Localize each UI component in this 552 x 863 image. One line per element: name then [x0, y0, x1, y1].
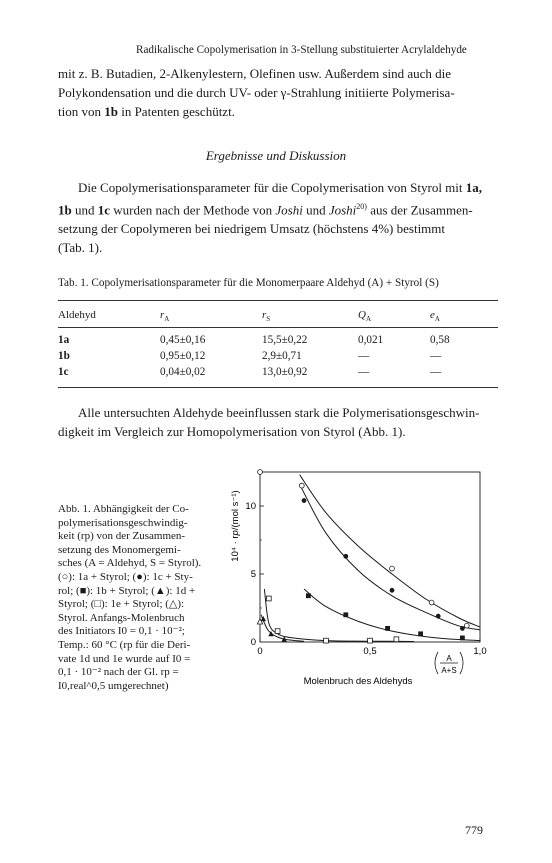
table-cell: 13,0±0,92 — [262, 366, 308, 378]
y-tick-label: 5 — [250, 569, 256, 580]
figure-caption — [58, 503, 204, 693]
table-cell: 0,58 — [430, 334, 450, 346]
caption-line: 0,1 · 10⁻² nach der Gl. rp = — [58, 666, 179, 679]
observation-line-2: digkeit im Vergleich zur Homopolymerisation von Styrol (Abb. 1). — [58, 424, 406, 439]
table-cell: 0,021 — [358, 334, 384, 346]
running-header: Radikalische Copolymerisation in 3-Stellung substituierter Acrylaldehyde — [136, 44, 467, 56]
page-number: 779 — [465, 823, 483, 837]
x-tick-label: 1,0 — [473, 646, 487, 657]
caption-line: (○): 1a + Styrol; (●): 1c + Sty- — [58, 570, 193, 583]
table-cell: — — [430, 350, 442, 362]
data-point-circle-open — [464, 623, 469, 628]
caption-line: Abb. 1. Abhängigkeit der Co- — [58, 503, 189, 515]
rate-composition-chart — [212, 462, 512, 692]
x-tick-label: 0 — [257, 646, 263, 657]
results-paragraph — [58, 178, 499, 257]
observation-paragraph — [58, 403, 499, 441]
results-line-4: (Tab. 1). — [58, 240, 103, 256]
results-line-2: 1b und 1c wurden nach der Methode von Joshi und Joshi$^{20)}$ aus der Zusammen- — [58, 202, 473, 218]
results-line-3: setzung der Copolymeren bei niedrigem Umsatz (höchstens 4%) bestimmt — [58, 221, 446, 237]
data-point-square-open — [324, 638, 329, 643]
table-cell: 2,9±0,71 — [262, 350, 302, 362]
data-point-circle-filled — [390, 588, 395, 593]
intro-paragraph — [58, 64, 499, 121]
header-rs: $r_S$ — [262, 309, 271, 324]
caption-line: vate 1d und 1e wurde auf I0 = — [58, 652, 191, 665]
header-ra: $r_A$ — [160, 309, 170, 324]
data-point-square-filled — [306, 593, 311, 598]
section-heading: Ergebnisse und Diskussion — [205, 148, 347, 163]
table-cell: 15,5±0,22 — [262, 334, 308, 346]
fraction-denominator: A+S — [441, 666, 457, 675]
table-cell: — — [430, 366, 442, 378]
header-qa: $Q_A$ — [358, 309, 372, 324]
data-point-square-open — [275, 629, 280, 634]
data-point-circle-open — [390, 566, 395, 571]
data-point-circle-open — [299, 483, 304, 488]
x-axis-fraction — [435, 652, 463, 675]
table-row-label: 1a — [58, 334, 70, 346]
fraction-paren-right — [460, 652, 463, 674]
intro-line-3: tion von 1b in Patenten geschützt. — [58, 104, 235, 119]
series-curve — [300, 475, 480, 627]
caption-line: setzung des Monomergemi- — [58, 543, 181, 556]
data-point-circle-open — [258, 470, 263, 475]
series-curve — [300, 484, 480, 630]
table-row-label: 1b — [58, 350, 70, 362]
caption-line: I0,real^0,5 umgerechnet) — [58, 679, 169, 692]
data-point-circle-filled — [302, 498, 307, 503]
data-point-circle-open — [429, 600, 434, 605]
data-point-square-filled — [418, 631, 423, 636]
caption-line: Temp.: 60 °C (rp für die Deri- — [58, 638, 191, 651]
origin-label: 0 — [250, 637, 256, 648]
caption-line: sches (A = Aldehyd, S = Styrol). — [58, 557, 202, 570]
caption-line: des Initiators I0 = 0,1 · 10⁻²; — [58, 625, 185, 638]
header-aldehyd: Aldehyd — [58, 309, 96, 321]
table-header-rule — [58, 327, 498, 328]
table-row-label: 1c — [58, 366, 69, 378]
data-point-circle-filled — [343, 554, 348, 559]
observation-line-1: Alle untersuchten Aldehyde beeinflussen stark die Polymerisationsgeschwin- — [78, 405, 480, 420]
y-axis-label: 10⁴ · rp/(mol s⁻¹) — [230, 490, 241, 562]
table-cell: — — [358, 350, 370, 362]
caption-line: rol; (■): 1b + Styrol; (▲): 1d + — [58, 584, 196, 597]
table-top-rule — [58, 300, 498, 301]
table-cell: 0,04±0,02 — [160, 366, 206, 378]
fraction-paren-left — [435, 652, 438, 674]
x-axis-label: Molenbruch des Aldehyds — [303, 676, 413, 687]
data-point-square-open — [368, 638, 373, 643]
series-curve — [264, 589, 414, 642]
data-point-square-filled — [460, 636, 465, 641]
caption-line: Styrol. Anfangs-Molenbruch — [58, 611, 185, 624]
table-cell: 0,45±0,16 — [160, 334, 206, 346]
caption-line: keit (rp) von der Zusammen- — [58, 530, 186, 543]
table-cell: — — [358, 366, 370, 378]
intro-line-2: Polykondensation und die durch UV- oder γ-Strahlung initiierte Polymerisa- — [58, 85, 455, 100]
data-point-square-filled — [385, 626, 390, 631]
caption-line: Styrol; (□): 1e + Styrol; (△): — [58, 598, 185, 611]
data-point-square-open — [266, 596, 271, 601]
y-tick-label: 10 — [245, 501, 256, 512]
table-cell: 0,95±0,12 — [160, 350, 206, 362]
table-bottom-rule — [58, 387, 498, 388]
caption-line: polymerisationsgeschwindig- — [58, 516, 188, 529]
header-ea: $e_A$ — [430, 309, 440, 324]
data-point-square-filled — [343, 612, 348, 617]
data-point-circle-filled — [436, 614, 441, 619]
data-point-circle-filled — [460, 626, 465, 631]
x-tick-label: 0,5 — [363, 646, 377, 657]
fraction-numerator: A — [446, 654, 452, 663]
table-caption: Tab. 1. Copolymerisationsparameter für die Monomerpaare Aldehyd (A) + Styrol (S) — [58, 277, 439, 289]
results-line-1: Die Copolymerisationsparameter für die Copolymerisation von Styrol mit 1a, — [78, 180, 483, 195]
data-point-square-open — [394, 637, 399, 642]
intro-line-1: mit z. B. Butadien, 2-Alkenylestern, Olefinen usw. Außerdem sind auch die — [58, 66, 452, 81]
